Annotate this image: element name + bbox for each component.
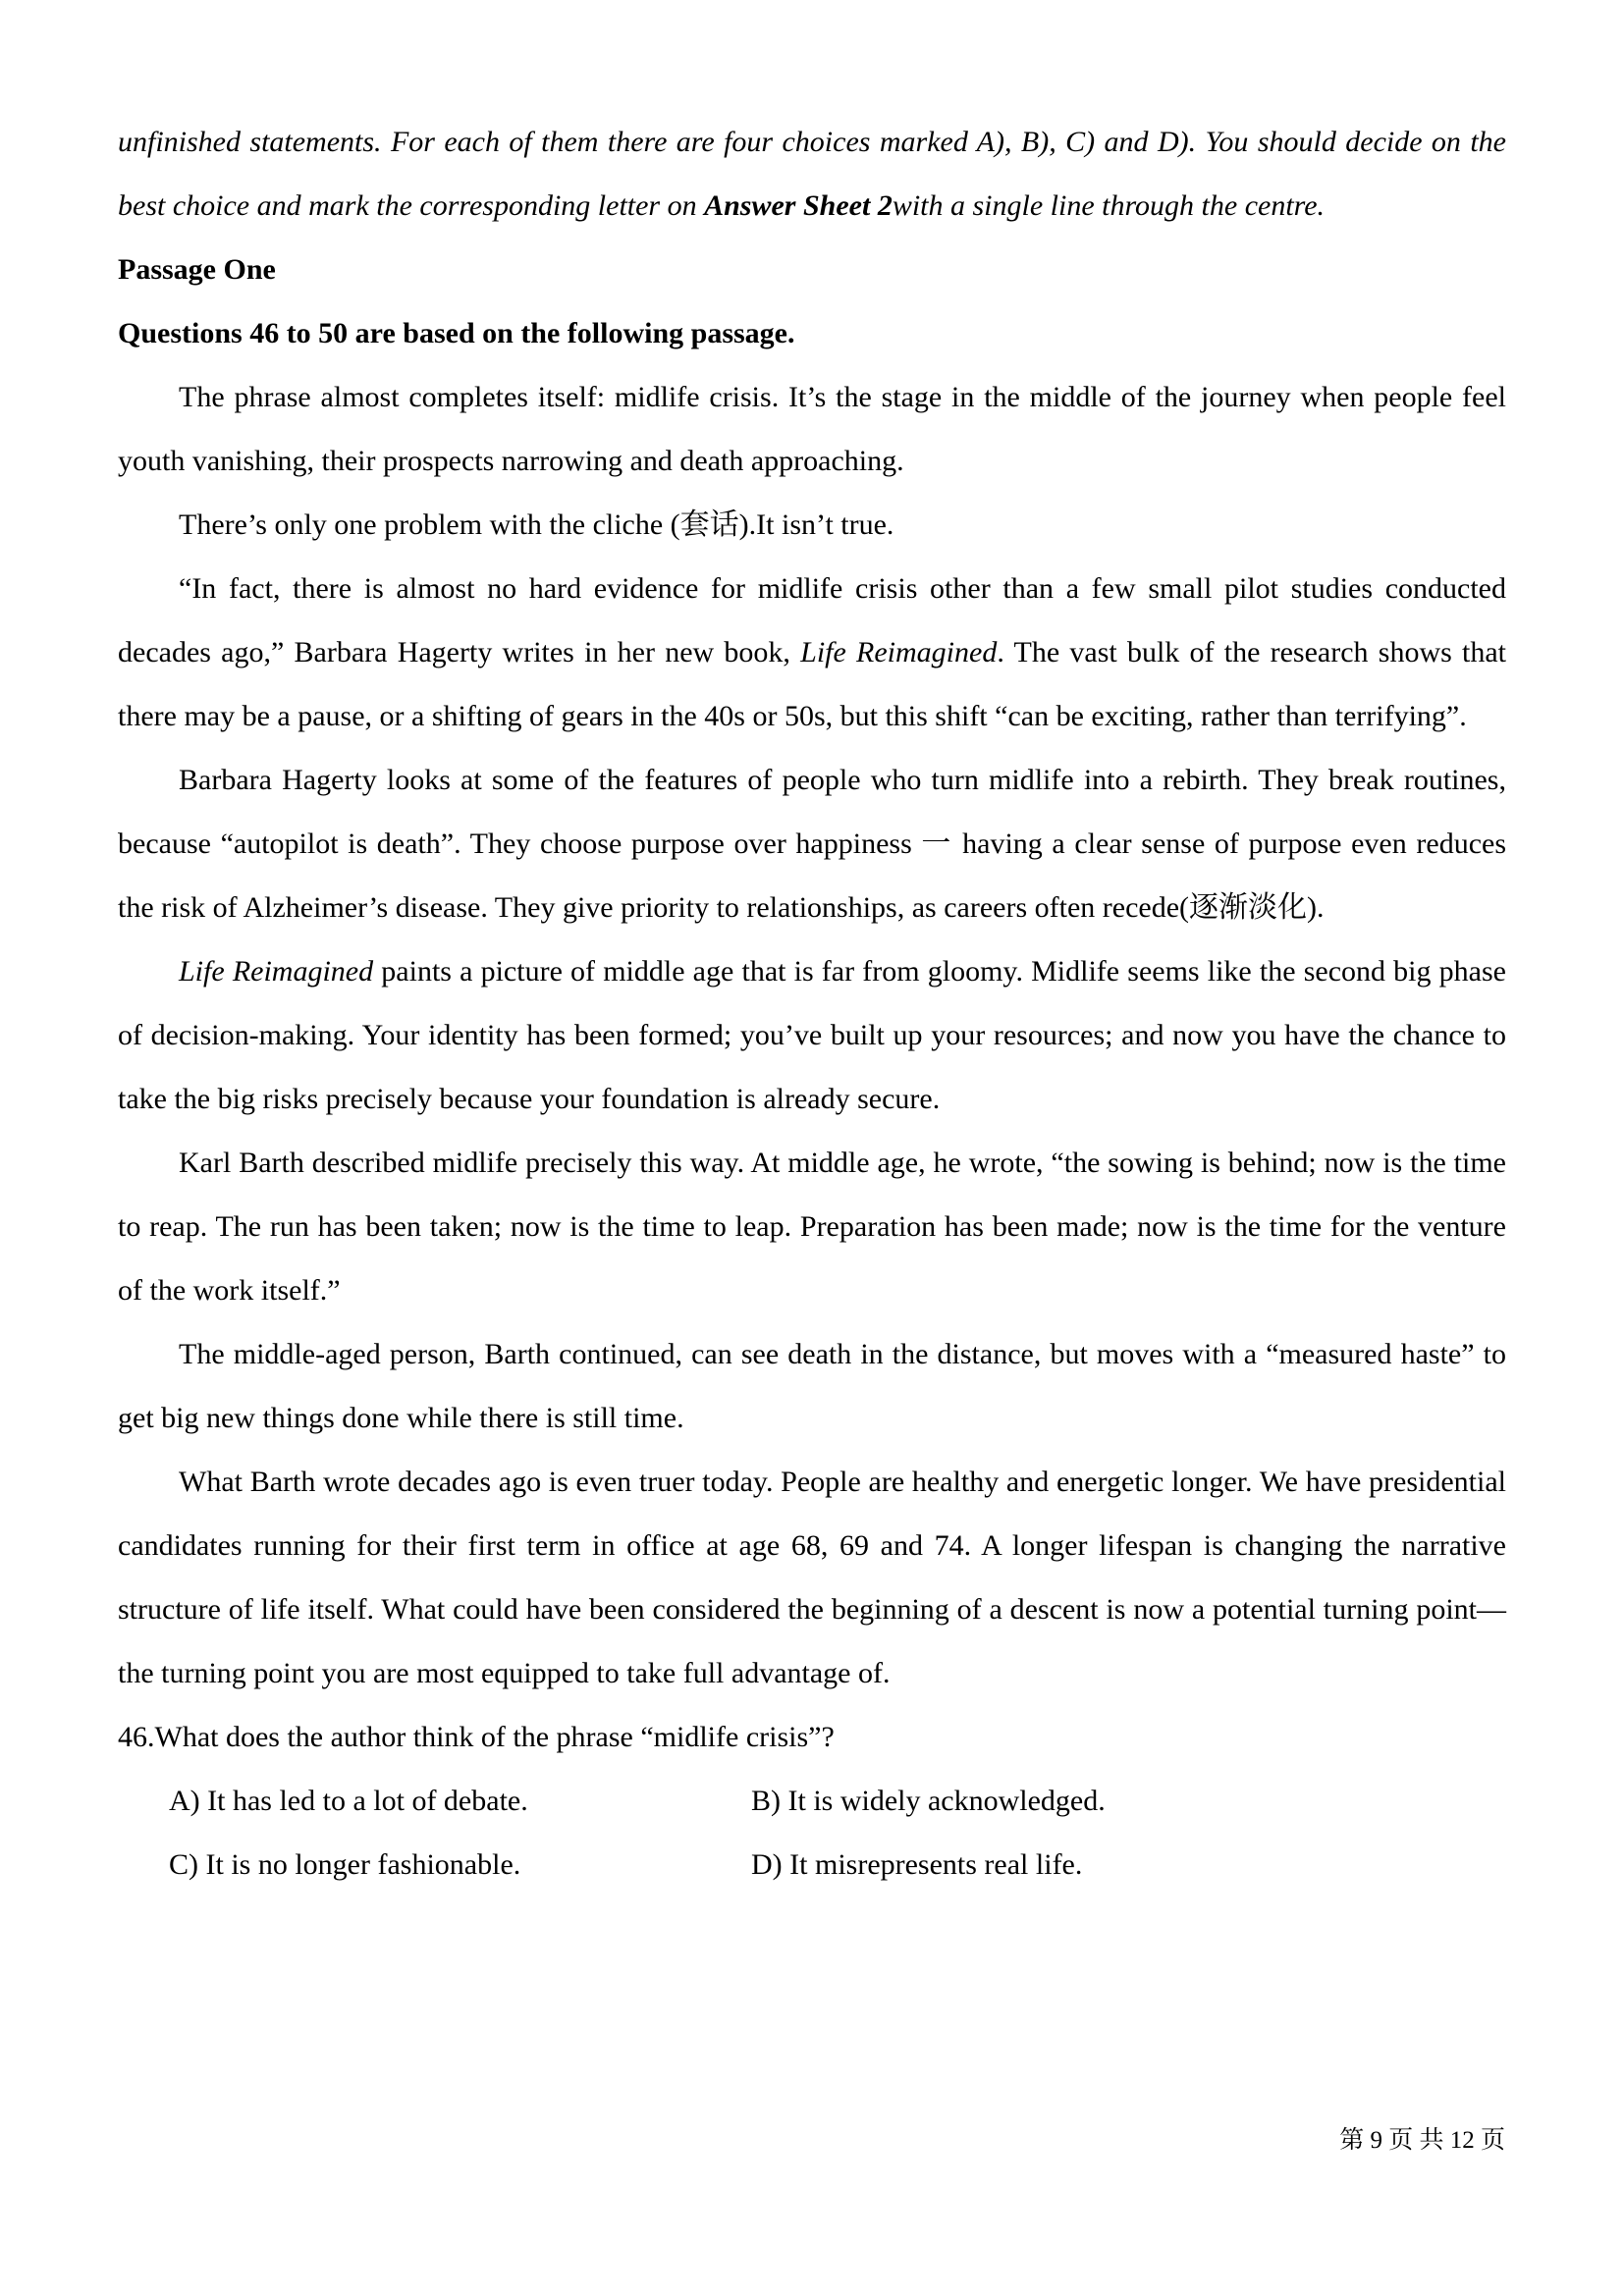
text-segment: Life Reimagined xyxy=(800,636,998,668)
text-segment: Answer Sheet 2 xyxy=(704,189,893,222)
text-segment: paints a picture of middle age that is far from gloomy. Midlife seems like the second big phase of decision-making. Your identity has been formed; you’ve built up your resources; and now you have the chance to take the big risks precisely because your foundation is already secure. xyxy=(118,955,1506,1115)
text-segment: . The vast bulk of the research shows that there may be a pause, or a shifting of gears in the 40s or 50s, but this shift “can be exciting, rather than terrifying”. xyxy=(118,636,1507,732)
passage-paragraph-2 xyxy=(118,493,1506,557)
passage-paragraph-6 xyxy=(118,1131,1506,1322)
passage-paragraph-1 xyxy=(118,365,1506,493)
instructions-paragraph xyxy=(118,110,1506,238)
text-segment: What Barth wrote decades ago is even truer today. People are healthy and energetic longer. We have presidential candidates running for their first term in office at age 68, 69 and 74. A longer lifespan is changing the narrative structure of life itself. What could have been considered the beginning of a descent is now a potential turning point—the turning point you are most equipped to take full advantage of. xyxy=(118,1466,1506,1689)
passage-paragraph-4 xyxy=(118,748,1506,939)
text-segment: Life Reimagined xyxy=(179,955,374,988)
passage-heading: Passage One xyxy=(118,253,276,286)
text-segment: with a single line through the centre. xyxy=(892,189,1326,222)
option-d: D) It misrepresents real life. xyxy=(751,1848,1083,1881)
passage-paragraph-7 xyxy=(118,1322,1506,1450)
page-number-footer: 第 9 页 共 12 页 xyxy=(1339,2127,1505,2154)
option-a: A) It has led to a lot of debate. xyxy=(169,1785,528,1817)
text-segment: The middle-aged person, Barth continued, can see death in the distance, but moves with a “measured haste” to get big new things done while there is still time. xyxy=(118,1338,1506,1434)
text-segment: The phrase almost completes itself: midlife crisis. It’s the stage in the middle of the journey when people feel youth vanishing, their prospects narrowing and death approaching. xyxy=(118,381,1506,477)
text-segment: “In fact, there is almost no hard evidence for midlife crisis other than a few small pilot studies conducted decades ago,” Barbara Hagerty writes in her new book, xyxy=(118,572,1506,668)
text-segment: Karl Barth described midlife precisely this way. At middle age, he wrote, “the sowing is behind; now is the time to reap. The run has been taken; now is the time to leap. Preparation has been made; now is the time for the venture of the work itself.” xyxy=(118,1147,1506,1307)
text-segment: There’s only one problem with the cliche (套话).It isn’t true. xyxy=(179,508,894,541)
question-46-stem: 46.What does the author think of the phrase “midlife crisis”? xyxy=(118,1721,835,1753)
text-segment: unfinished statements. For each of them there are four choices marked A), B), C) and D). You should decide on the best choice and mark the corresponding letter on xyxy=(118,126,1506,222)
option-c: C) It is no longer fashionable. xyxy=(169,1848,521,1881)
text-segment: Barbara Hagerty looks at some of the features of people who turn midlife into a rebirth. They break routines, because “autopilot is death”. They choose purpose over happiness 一 having a clear sense of purpose even reduces the risk of Alzheimer’s disease. They give priority to relationships, as careers often recede(逐渐淡化). xyxy=(118,764,1506,924)
page-content xyxy=(118,110,1506,1896)
passage-paragraph-5 xyxy=(118,939,1506,1131)
passage-paragraph-8 xyxy=(118,1450,1506,1705)
option-b: B) It is widely acknowledged. xyxy=(751,1785,1106,1817)
options-row-cd xyxy=(118,1833,1506,1896)
questions-range-heading: Questions 46 to 50 are based on the following passage. xyxy=(118,317,795,349)
passage-paragraph-3 xyxy=(118,557,1506,748)
options-row-ab xyxy=(118,1769,1506,1833)
